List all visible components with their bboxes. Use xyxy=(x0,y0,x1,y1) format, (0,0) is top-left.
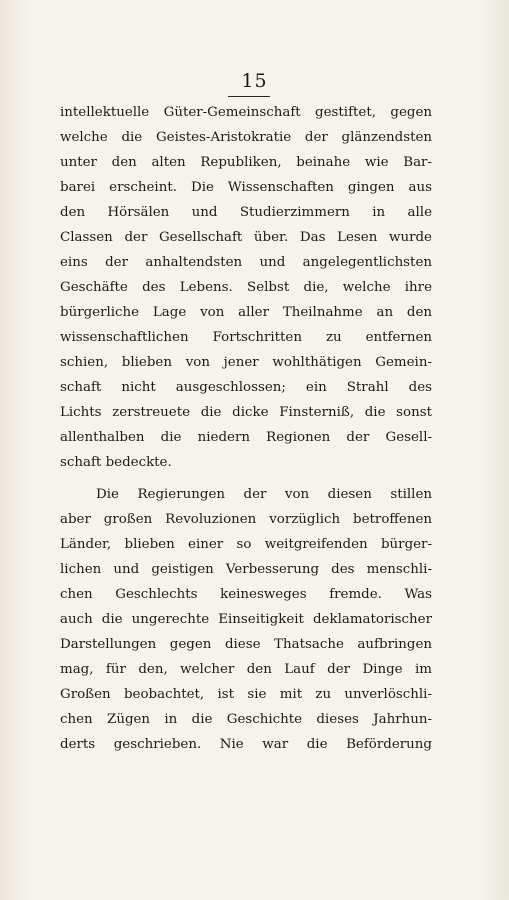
text-line: unter den alten Republiken, beinahe wie Bar- xyxy=(60,155,432,170)
text-line: Großen beobachtet, ist sie mit zu unverlöschli- xyxy=(60,687,432,702)
body-text xyxy=(60,100,432,757)
text-line: chen Zügen in die Geschichte dieses Jahrhun- xyxy=(60,712,432,727)
text-line: Geschäfte des Lebens. Selbst die, welche ihre xyxy=(60,280,432,295)
text-line: aber großen Revoluzionen vorzüglich betroffenen xyxy=(60,512,432,527)
text-line: Classen der Gesellschaft über. Das Lesen wurde xyxy=(60,230,432,245)
text-line: intellektuelle Güter-Gemeinschaft gestiftet, gegen xyxy=(60,105,432,120)
text-line: Die Regierungen der von diesen stillen xyxy=(96,487,432,502)
text-line: wissenschaftlichen Fortschritten zu entfernen xyxy=(60,330,432,345)
text-line: barei erscheint. Die Wissenschaften gingen aus xyxy=(60,180,432,195)
text-line: Lichts zerstreuete die dicke Finsterniß, die sonst xyxy=(60,405,432,420)
text-line: Darstellungen gegen diese Thatsache aufbringen xyxy=(60,637,432,652)
page-number: 15 xyxy=(241,70,268,92)
text-line: bürgerliche Lage von aller Theilnahme an den xyxy=(60,305,432,320)
text-line: welche die Geistes-Aristokratie der glänzendsten xyxy=(60,130,432,145)
text-line: derts geschrieben. Nie war die Beförderung xyxy=(60,737,432,752)
page-number-rule xyxy=(228,96,270,97)
text-line: schaft bedeckte. xyxy=(60,455,172,470)
text-line: lichen und geistigen Verbesserung des menschli- xyxy=(60,562,432,577)
text-line: eins der anhaltendsten und angelegentlichsten xyxy=(60,255,432,270)
text-line: allenthalben die niedern Regionen der Gesell- xyxy=(60,430,432,445)
text-line: den Hörsälen und Studierzimmern in alle xyxy=(60,205,432,220)
text-line: schien, blieben von jener wohlthätigen Gemein- xyxy=(60,355,432,370)
paragraph-break xyxy=(60,475,432,482)
text-line: auch die ungerechte Einseitigkeit deklamatorischer xyxy=(60,612,432,627)
text-line: mag, für den, welcher den Lauf der Dinge im xyxy=(60,662,432,677)
text-line: Länder, blieben einer so weitgreifenden bürger- xyxy=(60,537,432,552)
text-line: chen Geschlechts keinesweges fremde. Was xyxy=(60,587,432,602)
text-line: schaft nicht ausgeschlossen; ein Strahl des xyxy=(60,380,432,395)
